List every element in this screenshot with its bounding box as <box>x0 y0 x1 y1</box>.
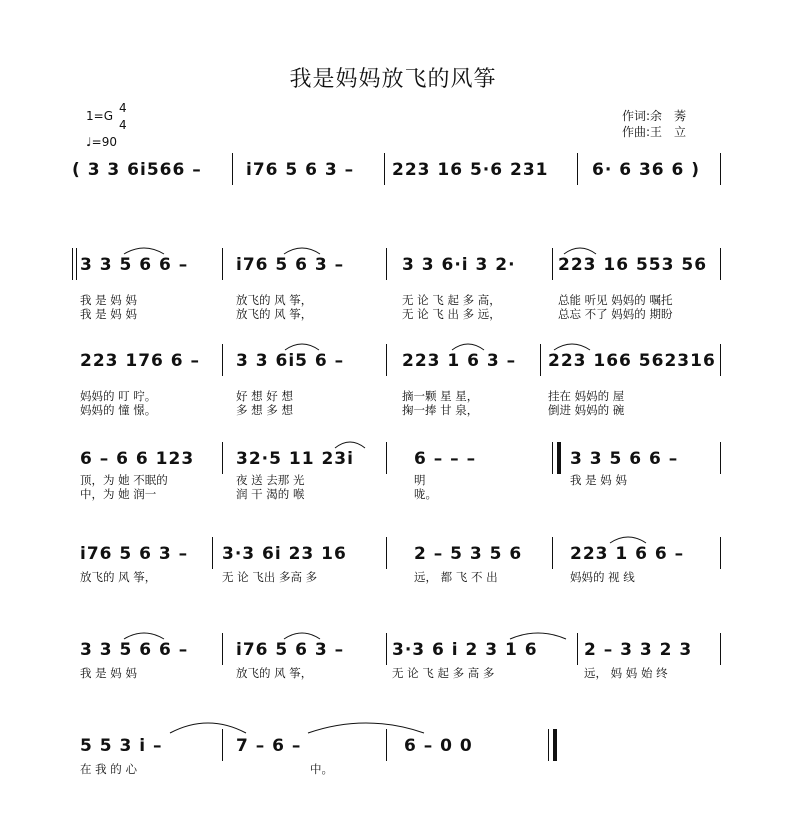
lyric-verse1: 在 我 的 心 <box>80 762 137 776</box>
lyric-verse2: 润 干 渴的 喉 <box>236 487 305 501</box>
barline-double <box>76 248 77 280</box>
lyric-verse1: 我 是 妈 妈 <box>570 473 627 487</box>
slur <box>306 717 426 735</box>
measure-group: 6· 6 36 6 ) <box>592 160 701 180</box>
measure-group: 2 – 5 3 5 6 <box>414 544 523 564</box>
repeat-barline <box>552 442 553 474</box>
measure-group: 3 3 5 6 6 – <box>570 449 679 469</box>
lyric-verse1: 放飞的 风 筝， <box>236 666 313 680</box>
slur <box>562 244 598 256</box>
lyric-verse2: 倒进 妈妈的 碗 <box>548 403 625 417</box>
barline <box>386 248 387 280</box>
barline <box>720 633 721 665</box>
slur <box>552 340 592 352</box>
measure-group: 32·5 11 23i <box>236 449 354 469</box>
measure-group: 6 – – – <box>414 449 477 469</box>
slur <box>450 340 486 352</box>
lyric-verse1: 明 <box>414 473 426 487</box>
lyric-verse2: 咙。 <box>414 487 437 501</box>
barline <box>222 248 223 280</box>
key-signature: 1=G <box>86 109 113 123</box>
barline-double <box>72 248 73 280</box>
lyric-verse1: 中。 <box>310 762 333 776</box>
measure-group: 3·3 6 i 2 3 1 6 <box>392 640 538 660</box>
lyric-verse1: 远， 都 飞 不 出 <box>414 570 498 584</box>
slur <box>122 629 166 641</box>
lyric-verse2: 放飞的 风 筝， <box>236 307 313 321</box>
lyric-verse1: 挂在 妈妈的 屋 <box>548 389 625 403</box>
repeat-barline <box>557 442 561 474</box>
barline <box>222 442 223 474</box>
lyric-verse2: 中，为 她 润一 <box>80 487 157 501</box>
measure-group: 6 – 6 6 123 <box>80 449 195 469</box>
measure-group: 2 – 3 3 2 3 <box>584 640 693 660</box>
barline <box>386 633 387 665</box>
measure-group: 3 3 5 6 6 – <box>80 255 189 275</box>
lyric-verse1: 夜 送 去那 光 <box>236 473 305 487</box>
measure-group: 223 16 553 56 <box>558 255 708 275</box>
barline <box>540 344 541 376</box>
measure-group: 6 – 0 0 <box>404 736 473 756</box>
lyric-verse1: 放飞的 风 筝， <box>80 570 157 584</box>
final-barline <box>553 729 557 761</box>
measure-group: 3 3 6·i 3 2· <box>402 255 516 275</box>
time-signature-bottom: 4 <box>119 118 127 132</box>
barline <box>386 344 387 376</box>
barline <box>222 344 223 376</box>
slur <box>282 244 322 256</box>
measure-group: i76 5 6 3 – <box>236 255 345 275</box>
composer-credit: 作曲:王 立 <box>622 125 687 139</box>
lyric-verse2: 妈妈的 憧 憬。 <box>80 403 157 417</box>
barline <box>222 633 223 665</box>
lyricist-credit: 作词:余 莠 <box>622 109 687 123</box>
slur <box>282 629 322 641</box>
time-signature-top: 4 <box>119 101 127 115</box>
lyric-verse1: 无 论 飞 起 多 高 多 <box>392 666 495 680</box>
lyric-verse2: 总忘 不了 妈妈的 期盼 <box>558 307 673 321</box>
barline <box>577 153 578 185</box>
barline <box>552 248 553 280</box>
lyric-verse1: 总能 听见 妈妈的 嘱托 <box>558 293 673 307</box>
measure-group: i76 5 6 3 – <box>236 640 345 660</box>
measure-group: 223 166 562316 <box>548 351 716 371</box>
barline <box>552 537 553 569</box>
measure-group: 223 176 6 – <box>80 351 201 371</box>
lyric-verse1: 妈妈的 叮 咛。 <box>80 389 157 403</box>
lyric-verse1: 无 论 飞出 多高 多 <box>222 570 318 584</box>
barline <box>720 442 721 474</box>
lyric-verse1: 妈妈的 视 线 <box>570 570 635 584</box>
barline <box>720 153 721 185</box>
lyric-verse1: 无 论 飞 起 多 高， <box>402 293 501 307</box>
song-title: 我是妈妈放飞的风筝 <box>289 67 497 92</box>
slur <box>333 438 367 450</box>
tempo-marking: ♩=90 <box>86 135 117 149</box>
lyric-verse1: 顶，为 她 不眠的 <box>80 473 168 487</box>
measure-group: 223 1 6 3 – <box>402 351 517 371</box>
lyric-verse1: 摘一颗 星 星， <box>402 389 479 403</box>
measure-group: 3 3 5 6 6 – <box>80 640 189 660</box>
lyric-verse1: 放飞的 风 筝， <box>236 293 313 307</box>
barline <box>720 537 721 569</box>
slur <box>608 533 648 545</box>
barline <box>232 153 233 185</box>
measure-group: i76 5 6 3 – <box>246 160 355 180</box>
barline <box>720 248 721 280</box>
lyric-verse1: 远， 妈 妈 始 终 <box>584 666 668 680</box>
barline <box>386 442 387 474</box>
barline <box>386 537 387 569</box>
slur <box>283 340 321 352</box>
lyric-verse1: 我 是 妈 妈 <box>80 666 137 680</box>
measure-group: 223 1 6 6 – <box>570 544 685 564</box>
measure-group: 223 16 5·6 231 <box>392 160 549 180</box>
slur <box>122 244 166 256</box>
barline <box>212 537 213 569</box>
barline <box>720 344 721 376</box>
lyric-verse1: 好 想 好 想 <box>236 389 293 403</box>
slur <box>168 717 248 735</box>
lyric-verse2: 掬一捧 甘 泉， <box>402 403 479 417</box>
measure-group: 3·3 6i 23 16 <box>222 544 347 564</box>
measure-group: 7 – 6 – <box>236 736 302 756</box>
barline <box>384 153 385 185</box>
measure-group: i76 5 6 3 – <box>80 544 189 564</box>
slur <box>508 629 568 641</box>
measure-group: ( 3 3 6i566 – <box>72 160 202 180</box>
lyric-verse1: 我 是 妈 妈 <box>80 293 137 307</box>
final-barline <box>548 729 549 761</box>
measure-group: 5 5 3 i – <box>80 736 163 756</box>
lyric-verse2: 我 是 妈 妈 <box>80 307 137 321</box>
barline <box>577 633 578 665</box>
measure-group: 3 3 6i5 6 – <box>236 351 345 371</box>
lyric-verse2: 多 想 多 想 <box>236 403 293 417</box>
lyric-verse2: 无 论 飞 出 多 远， <box>402 307 501 321</box>
